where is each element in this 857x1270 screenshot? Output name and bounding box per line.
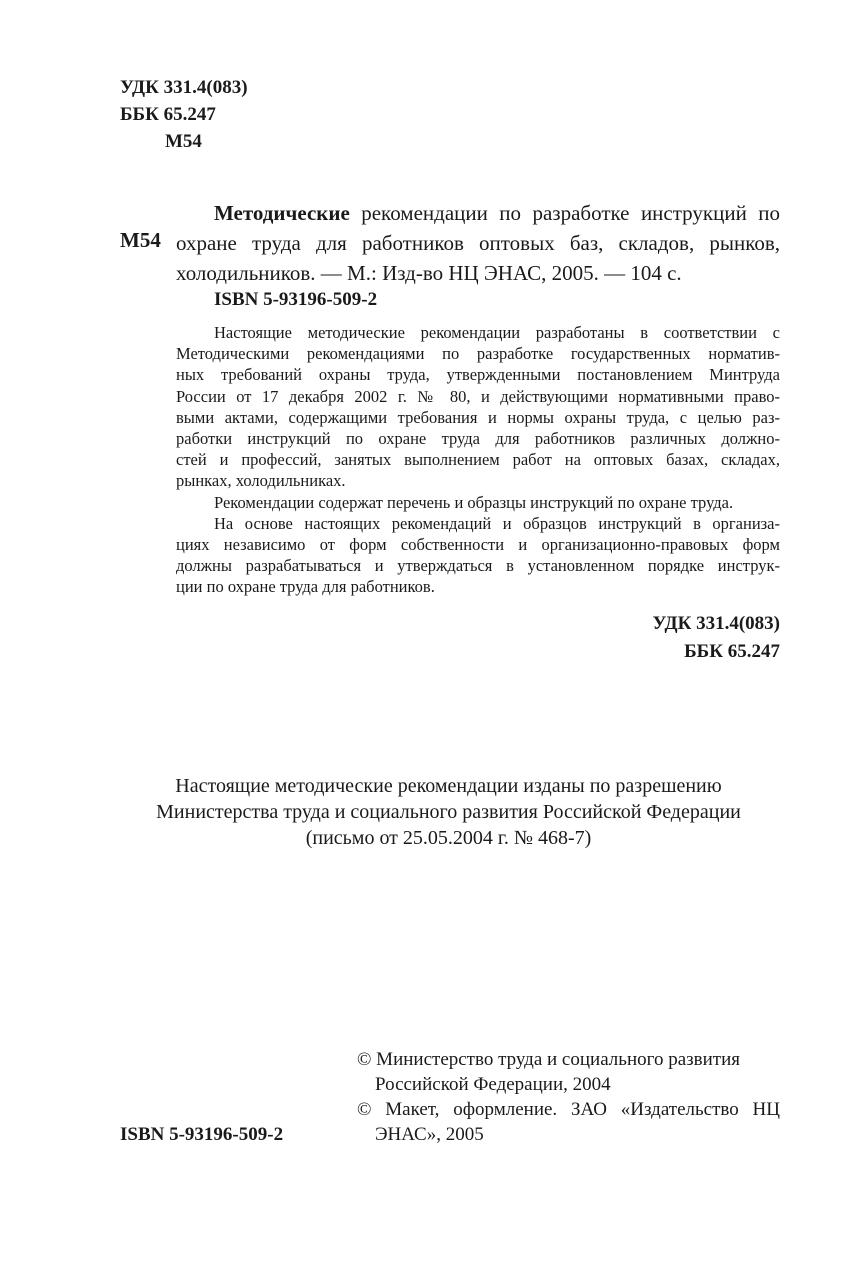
abstract-line: ции по охране труда для работников. bbox=[176, 577, 435, 597]
abstract-line: должны разрабатываться и утверждаться в установленном порядке инструк- bbox=[176, 556, 780, 576]
abstract-line: стей и профессий, занятых выполнением работ на оптовых базах, складах, bbox=[176, 450, 780, 470]
abstract-line: выми актами, содержащими требования и нормы охраны труда, с целью раз- bbox=[176, 407, 780, 427]
copyright-notice bbox=[357, 1047, 780, 1147]
bibliographic-entry bbox=[176, 198, 780, 288]
udk-bbk-header bbox=[120, 74, 248, 155]
permission-line: Министерства труда и социального развития Российской Федерации bbox=[156, 801, 741, 823]
abstract-line: рынках, холодильниках. bbox=[176, 471, 346, 491]
entry-line-text: рекомендации по разработке инструкций по bbox=[349, 201, 780, 225]
author-sign: М54 bbox=[165, 131, 202, 152]
permission-line: (письмо от 25.05.2004 г. № 468-7) bbox=[305, 827, 592, 849]
entry-side-mark: М54 bbox=[120, 228, 161, 252]
isbn-entry: ISBN 5-93196-509-2 bbox=[214, 289, 378, 310]
entry-title-bold: Методические bbox=[214, 201, 350, 225]
copyright-line: © Министерство труда и социального развития bbox=[357, 1049, 740, 1070]
abstract-line: России от 17 декабря 2002 г. № 80, и действующими нормативными право- bbox=[176, 386, 780, 406]
bbk-code: ББК 65.247 bbox=[684, 641, 780, 662]
abstract-line: Рекомендации содержат перечень и образцы инструкций по охране труда. bbox=[214, 492, 734, 512]
udk-code: УДК 331.4(083) bbox=[120, 77, 248, 98]
permission-line: Настоящие методические рекомендации изданы по разрешению bbox=[175, 775, 722, 797]
permission-note bbox=[100, 773, 797, 851]
classification-codes bbox=[652, 610, 780, 666]
entry-line: охране труда для работников оптовых баз, складов, рынков, bbox=[176, 231, 780, 255]
copyright-line: © Макет, оформление. ЗАО «Издательство НЦ bbox=[357, 1099, 780, 1120]
abstract-line: работки инструкций по охране труда для работников различных должно- bbox=[176, 429, 780, 449]
abstract-line: Настоящие методические рекомендации разработаны в соответствии с bbox=[214, 323, 780, 342]
bbk-code: ББК 65.247 bbox=[120, 104, 216, 125]
abstract-line: Методическими рекомендациями по разработке государственных норматив- bbox=[176, 344, 780, 364]
copyright-line: Российской Федерации, 2004 bbox=[375, 1074, 611, 1095]
abstract-line: ных требований охраны труда, утвержденными постановлением Минтруда bbox=[176, 365, 780, 385]
abstract-line: На основе настоящих рекомендаций и образцов инструкций в организа- bbox=[214, 513, 780, 533]
abstract bbox=[176, 322, 780, 598]
isbn-footer: ISBN 5-93196-509-2 bbox=[120, 1124, 284, 1145]
copyright-line: ЭНАС», 2005 bbox=[375, 1124, 484, 1145]
entry-line: холодильников. — М.: Изд-во НЦ ЭНАС, 2005. — 104 с. bbox=[176, 261, 682, 285]
udk-code: УДК 331.4(083) bbox=[652, 613, 780, 634]
abstract-line: циях независимо от форм собственности и организационно-правовых форм bbox=[176, 535, 780, 555]
entry-line bbox=[176, 198, 780, 228]
